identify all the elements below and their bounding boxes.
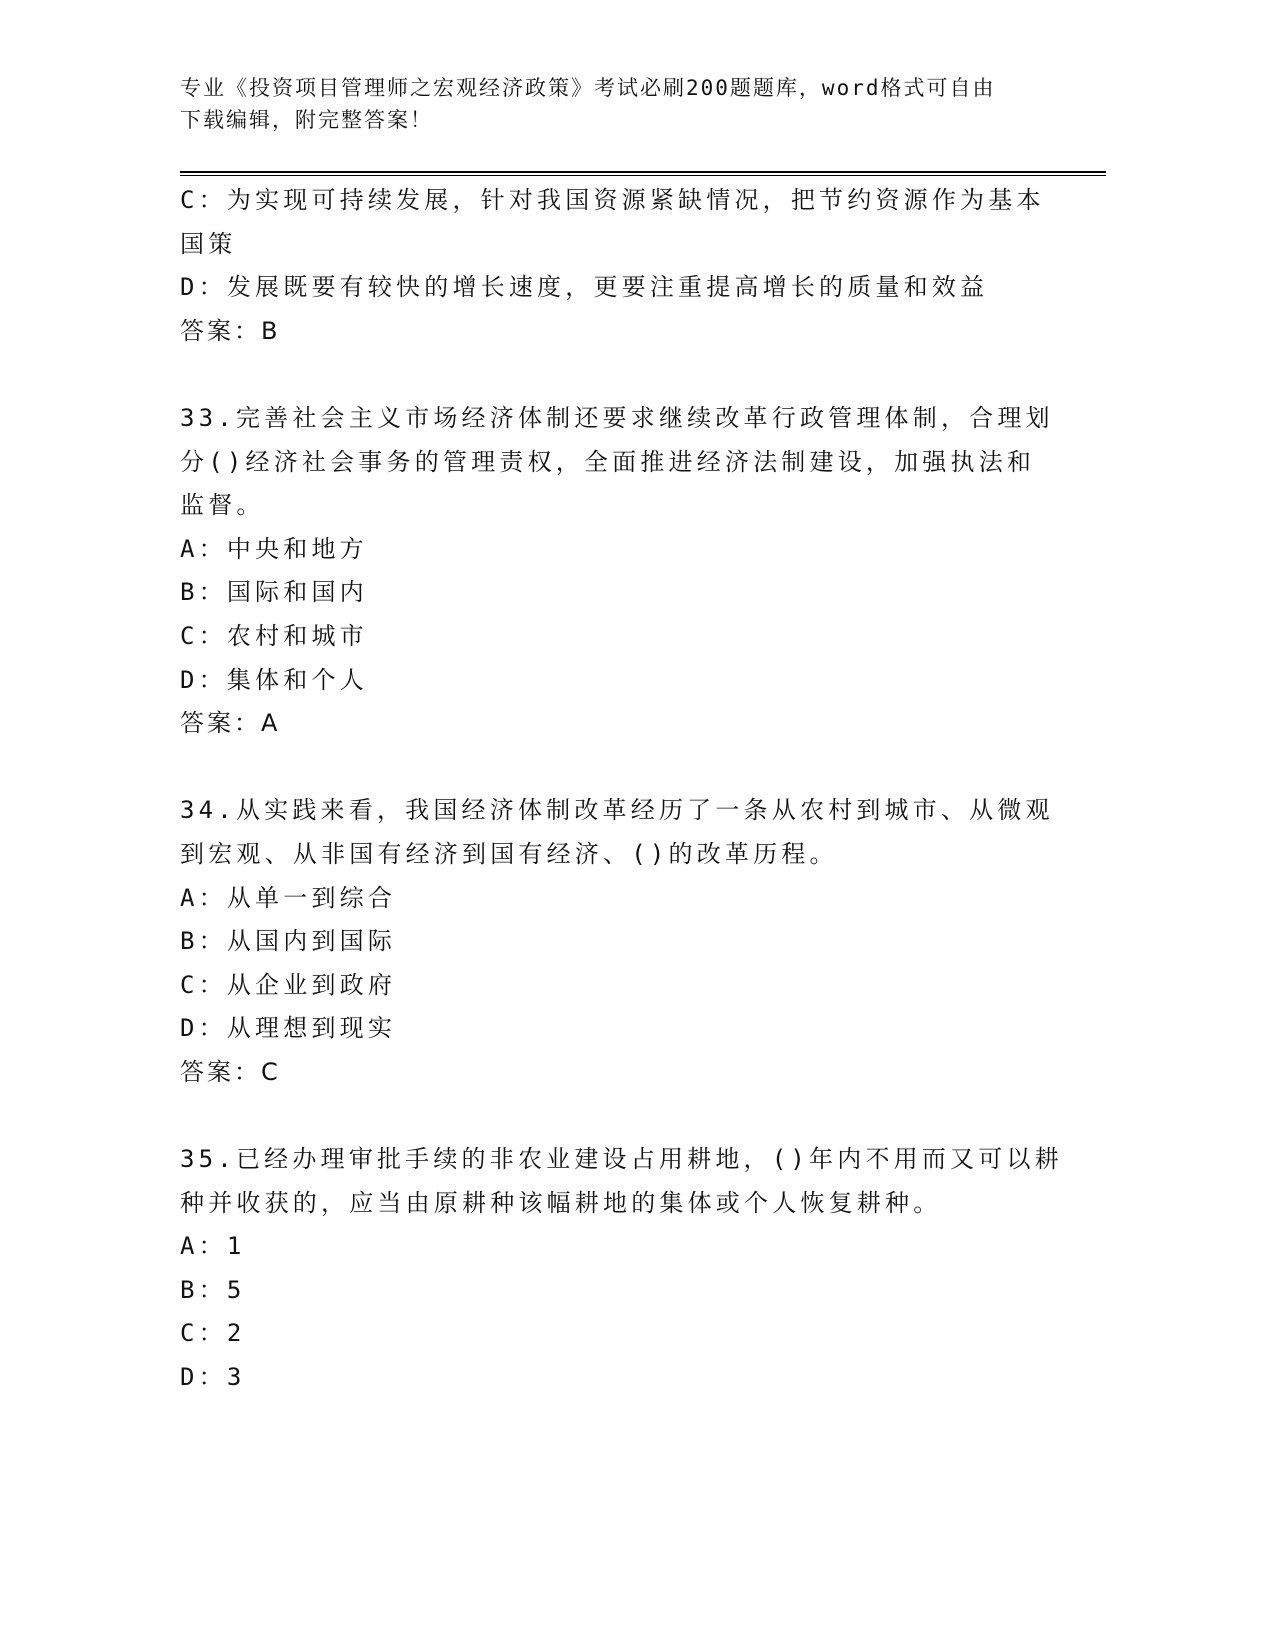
option-d: D：发展既要有较快的增长速度，更要注重提高增长的质量和效益 (180, 273, 989, 302)
option-b: B：国际和国内 (180, 578, 368, 607)
continued-question (180, 179, 1080, 353)
question-stem: 33.完善社会主义市场经济体制还要求继续改革行政管理体制，合理划 (180, 403, 1054, 432)
question-stem: 35.已经办理审批手续的非农业建设占用耕地，()年内不用而又可以耕 (180, 1145, 1063, 1174)
option-d: D：3 (180, 1363, 246, 1392)
header-line: 专业《投资项目管理师之宏观经济政策》考试必刷200题题库，word格式可自由 (180, 76, 996, 100)
option-d: D：集体和个人 (180, 665, 368, 694)
option-c-cont: 国策 (180, 229, 237, 258)
option-a: A：从单一到综合 (180, 883, 397, 912)
header-divider (180, 171, 1106, 176)
question-35 (180, 1138, 1080, 1400)
question-stem: 34.从实践来看，我国经济体制改革经历了一条从农村到城市、从微观 (180, 796, 1054, 825)
question-33 (180, 397, 1080, 746)
answer: 答案：C (180, 1057, 281, 1086)
question-stem: 分()经济社会事务的管理责权，全面推进经济法制建设，加强执法和 (180, 447, 1036, 476)
option-b: B：从国内到国际 (180, 927, 397, 956)
option-a: A：1 (180, 1232, 246, 1261)
option-b: B：5 (180, 1275, 246, 1304)
document-header (180, 72, 996, 136)
option-c: C：为实现可持续发展，针对我国资源紧缺情况，把节约资源作为基本 (180, 186, 1045, 214)
question-stem: 监督。 (180, 491, 265, 520)
answer: 答案：B (180, 316, 281, 345)
question-34 (180, 789, 1080, 1094)
option-c: C：农村和城市 (180, 621, 368, 650)
option-c: C：从企业到政府 (180, 970, 397, 999)
header-line: 下载编辑，附完整答案！ (180, 108, 433, 132)
option-a: A：中央和地方 (180, 534, 368, 563)
document-body (180, 179, 1080, 1400)
option-d: D：从理想到现实 (180, 1014, 397, 1043)
question-stem: 到宏观、从非国有经济到国有经济、()的改革历程。 (180, 839, 838, 868)
question-stem: 种并收获的，应当由原耕种该幅耕地的集体或个人恢复耕种。 (180, 1188, 942, 1217)
answer: 答案：A (180, 709, 281, 738)
option-c: C：2 (180, 1319, 246, 1348)
